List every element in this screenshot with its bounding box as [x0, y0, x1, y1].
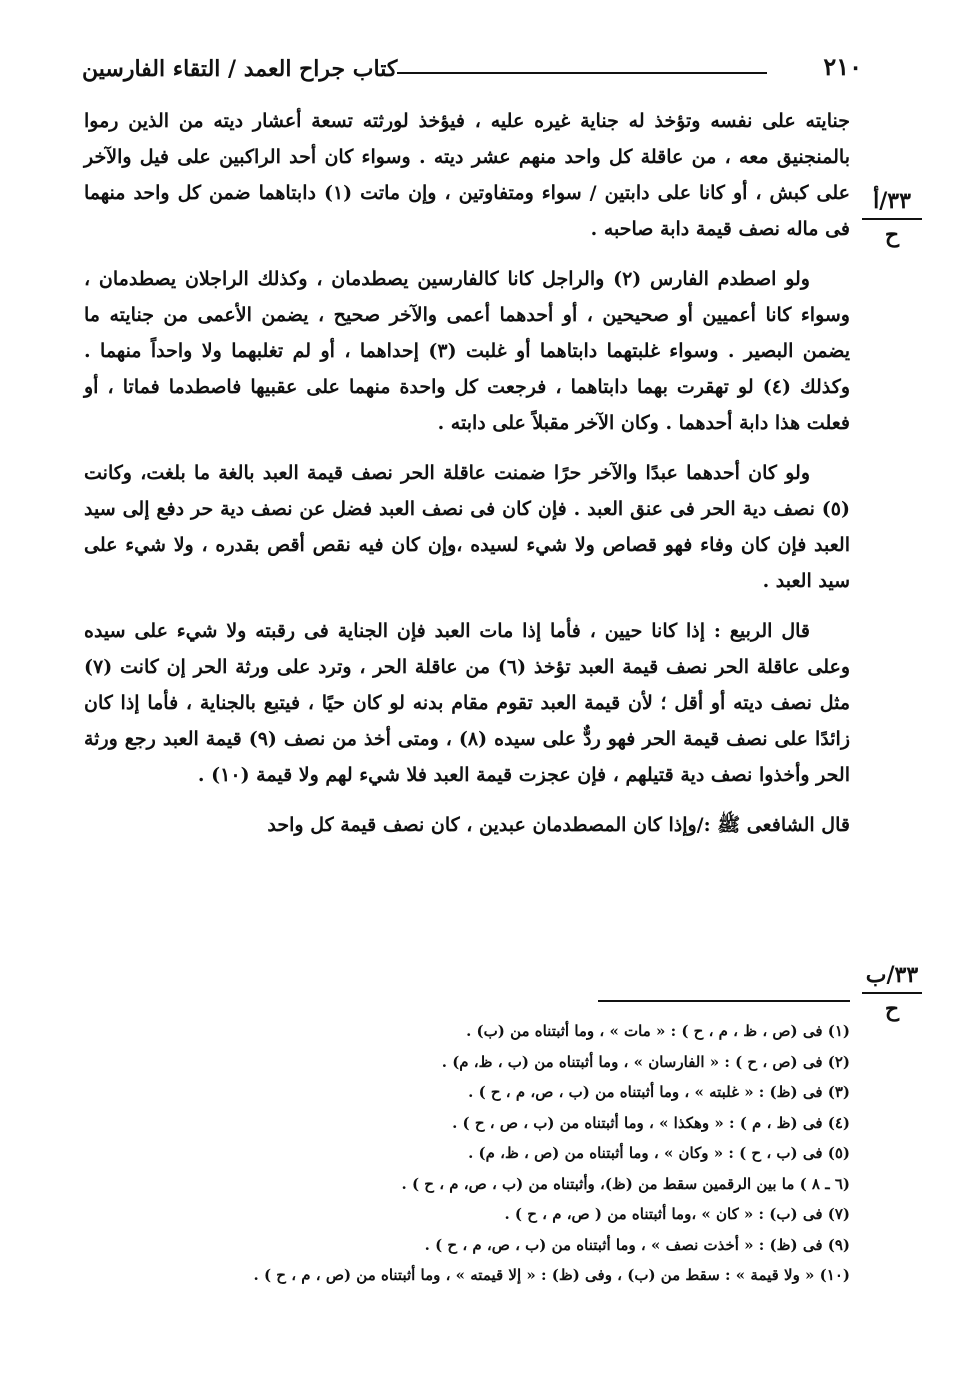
margin-note-folio-33b: [862, 960, 922, 1024]
main-text: [84, 103, 850, 843]
footnotes: [120, 1016, 850, 1291]
page-header: [82, 52, 862, 92]
running-title: كتاب جراح العمد / التقاء الفارسين: [82, 56, 398, 82]
margin-note-ref: ٣٣/ب: [862, 960, 922, 994]
margin-note-folio-33a: [862, 186, 922, 250]
footnote: (١) فى (ص ، ظ ، م ، ح ) : « مات » ، وما أثبتناه من (ب) .: [466, 1022, 850, 1040]
paragraph: قال الشافعى ﷺ :/وإذا كان المصطدمان عبدين ، كان نصف قيمة كل واحد: [267, 814, 850, 836]
header-rule: [397, 72, 767, 74]
margin-note-ref: ٣٣/أ: [862, 186, 922, 220]
paragraph: جنايته على نفسه وتؤخذ له جناية غيره عليه ، فيؤخذ لورثته تسعة أعشار ديته من الذين رموا بالمنجنيق معه ، من عاقلة كل واحد منهم عشر ديته . وسواء كان أحد الراكبين على فيل والآخر على كبش ، أو كانا على دابتين / سواء ومتفاوتين ، وإن ماتت (١) دابتاهما ضمن كل واحد منهما فى ماله نصف قيمة دابة صاحبه .: [84, 110, 850, 240]
paragraph: ولو كان أحدهما عبدًا والآخر حرًا ضمنت عاقلة الحر نصف قيمة العبد بالغة ما بلغت، وكانت (٥) نصف دية الحر فى عنق العبد . فإن كان فى نصف العبد فضل عن نصف دية حر دفع إلى سيد العبد فإن كان وفاء فهو قصاص ولا شيء لسيده ،وإن كان فيه نقص أقص بقدره ، ولا شيء على سيد العبد .: [84, 462, 850, 592]
margin-note-letter: ح: [884, 996, 900, 1022]
footnote: (٣) فى (ظ) : « غلبته » ، وما أثبتناه من (ب ، ص، م ، ح ) .: [468, 1083, 850, 1101]
footnote: (٤) فى (ظ ، م ) : « وهكذا » ، وما أثبتناه من (ب ، ص ، ح ) .: [452, 1113, 850, 1132]
footnote-separator: [598, 1000, 850, 1002]
footnote: (١٠) « ولا قيمة » : سقط من (ب) ، وفى (ظ) : « إلا قيمته » ، وما أثبتناه من (ص ، م ، ح ) .: [253, 1266, 850, 1284]
footnote: (٥) فى (ب ، ح ) : « وكان » ، وما أثبتناه من (ص ، ظ، م) .: [468, 1144, 850, 1162]
footnote: (٩) فى (ظ) : « أخذت نصف » ، وما أثبتناه من (ب ، ص، م ، ح ) .: [424, 1235, 850, 1254]
page-number: ٢١٠: [823, 52, 862, 81]
footnote: (٢) فى (ص ، ح ) : « الفارسان » ، وما أثبتناه من (ب ، ظ، م) .: [441, 1052, 850, 1071]
margin-note-letter: ح: [884, 222, 900, 248]
footnote: (٧) فى (ب) : « كان » ،وما أثبتناه من ( ص، م ، ح ) .: [504, 1205, 850, 1223]
paragraph: ولو اصطدم الفارس (٢) والراجل كانا كالفارسين يصطدمان ، وكذلك الراجلان يصطدمان ، وسواء كانا أعميين أو صحيحين ، أو أحدهما أعمى والآخر صحيح ، يضمن الأعمى من جنايته ما يضمن البصير . وسواء غلبتهما دابتاهما أو غلبت (٣) إحداهما ، أو لم تغلبهما ولا واحداً منهما . وكذلك (٤) لو تهقرت بهما دابتاهما ، فرجعت كل واحدة منهما على عقبيها فاصطدما فماتا ، أو فعلت هذا دابة أحدهما . وكان الآخر مقبلاً على دابته .: [84, 268, 851, 434]
paragraph: قال الربيع : إذا كانا حيين ، فأما إذا مات العبد فإن الجناية فى رقبته ولا شيء على سيده وعلى عاقلة الحر نصف قيمة العبد تؤخذ (٦) من عاقلة الحر ، وترد على ورثة الحر إن كانت (٧) مثل نصف ديته أو أقل ؛ لأن قيمة العبد تقوم مقام بدنه لو كان حيًا ، فيتبع بالجناية ، فأما إذا كان زائدًا على نصف قيمة الحر فهو ردٌّ على سيده (٨) ، ومتى أخذ من نصف (٩) قيمة العبد رجع ورثة الحر وأخذوا نصف دية قتيلهم ، فإن عجزت قيمة العبد فلا شيء لهم ولا قيمة (١٠) .: [84, 620, 850, 786]
footnote: (٦ ـ ٨ ) ما بين الرقمين سقط من (ظ)، وأثبتناه من (ب ، ص، م ، ح ) .: [401, 1174, 850, 1193]
